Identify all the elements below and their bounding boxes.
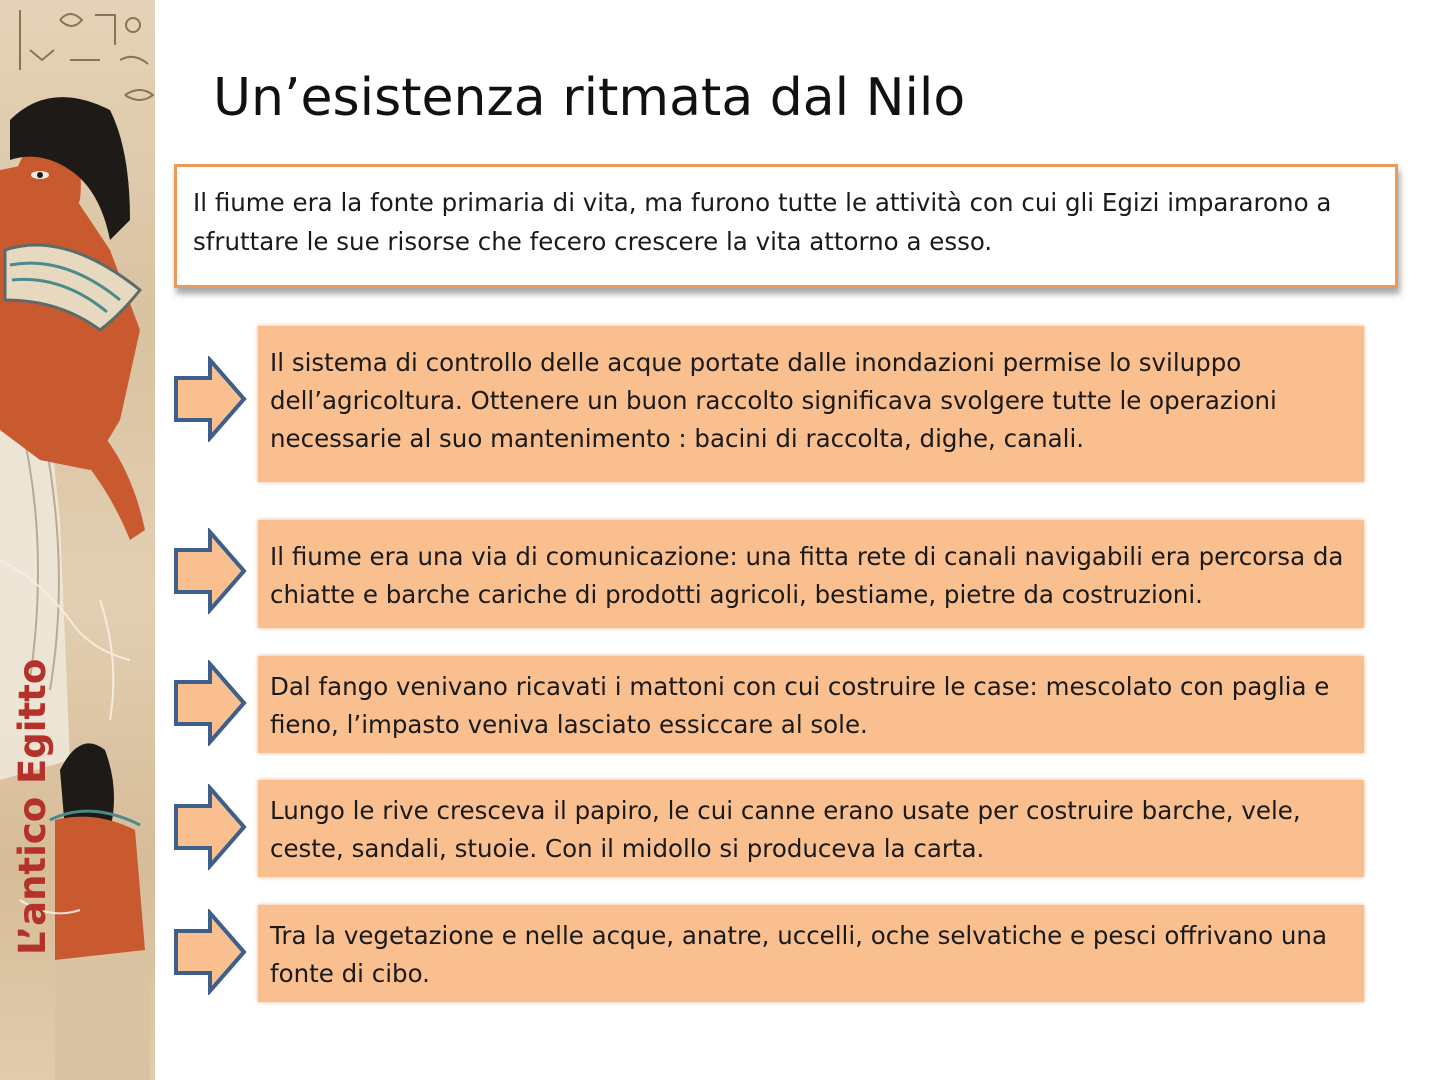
list-item: [172, 905, 1366, 1002]
point-box: [258, 326, 1364, 482]
point-text: Il sistema di controllo delle acque portate dalle inondazioni permise lo sviluppo dell’agricoltura. Ottenere un buon raccolto significava svolgere tutte le operazioni necessarie al suo mantenimento : bacini di raccolta, dighe, canali.: [270, 348, 1277, 453]
list-item: [172, 780, 1366, 877]
right-arrow-icon: [172, 784, 248, 870]
sidebar-image-panel: [0, 0, 155, 1080]
point-box: [258, 905, 1364, 1002]
point-box: [258, 780, 1364, 877]
side-label: L’antico Egitto: [11, 658, 54, 955]
list-item: [172, 656, 1366, 753]
point-text: Dal fango venivano ricavati i mattoni con cui costruire le case: mescolato con paglia e fieno, l’impasto veniva lasciato essiccare al sole.: [270, 672, 1330, 739]
point-text: Tra la vegetazione e nelle acque, anatre, uccelli, oche selvatiche e pesci offrivano una fonte di cibo.: [270, 921, 1327, 988]
list-item: [172, 520, 1366, 628]
right-arrow-icon: [172, 660, 248, 746]
point-text: Il fiume era una via di comunicazione: una fitta rete di canali navigabili era percorsa da chiatte e barche cariche di prodotti agricoli, bestiame, pietre da costruzioni.: [270, 542, 1344, 609]
intro-box: [174, 164, 1398, 288]
right-arrow-icon: [172, 528, 248, 614]
point-text: Lungo le rive cresceva il papiro, le cui canne erano usate per costruire barche, vele, ceste, sandali, stuoie. Con il midollo si produceva la carta.: [270, 796, 1301, 863]
right-arrow-icon: [172, 909, 248, 995]
list-item: [172, 326, 1366, 482]
page-title: Un’esistenza ritmata dal Nilo: [213, 68, 966, 128]
right-arrow-icon: [172, 356, 248, 442]
intro-text: Il fiume era la fonte primaria di vita, ma furono tutte le attività con cui gli Egizi impararono a sfruttare le sue risorse che fecero crescere la vita attorno a esso.: [193, 188, 1332, 256]
point-box: [258, 656, 1364, 753]
point-box: [258, 520, 1364, 628]
